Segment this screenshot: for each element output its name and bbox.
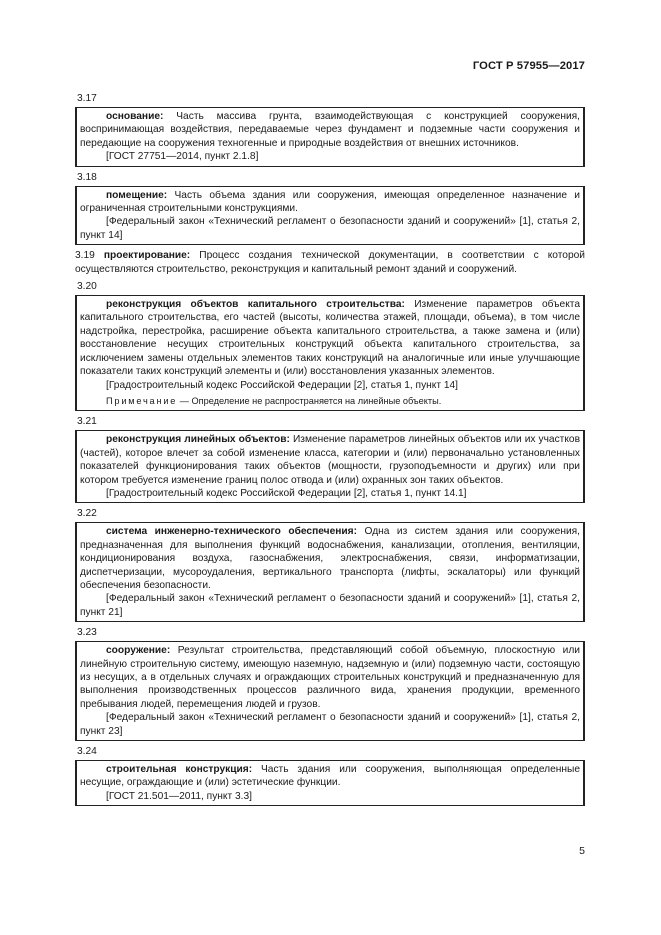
term-entry-sistema-ito <box>75 522 585 622</box>
terms-list <box>75 92 585 810</box>
definition-text: Процесс создания технической документации, в соответствии с которой осуществляются строительство, реконструкция и капитальный ремонт зданий и сооружений. <box>75 250 585 275</box>
term-reference: [ГОСТ 21.501—2011, пункт 3.3] <box>106 790 252 802</box>
term-title: помещение: <box>106 189 168 201</box>
term-reference: [ГОСТ 27751—2014, пункт 2.1.8] <box>106 151 259 163</box>
term-number: 3.21 <box>77 416 97 428</box>
definition-text: Часть массива грунта, взаимодействующая с конструкцией сооружения, воспринимающая воздействия, передаваемые через фундамент и подземные части сооружения и передающие на сооружения техногенные и природные воздействия от внешних источников. <box>80 111 580 149</box>
term-reference: [Федеральный закон «Технический регламент о безопасности зданий и сооружений» [1], статья 2, пункт 21] <box>80 593 580 618</box>
term-number: 3.23 <box>77 627 97 639</box>
note-text: — Определение не распространяется на линейные объекты. <box>177 395 442 406</box>
term-entry-pomeshchenie <box>75 186 585 246</box>
term-title: строительная конструкция: <box>106 764 253 776</box>
note-label: Примечание <box>106 395 178 406</box>
definition-text: Одна из систем здания или сооружения, предназначенная для выполнения функций водоснабжения, канализации, отопления, вентиляции, кондиционирования воздуха, газоснабжения, электроснабжения, связи, информатизации, диспетчеризации, мусороудаления, вертикального транспорта (лифты, эскалаторы) или функций обеспечения безопасности. <box>80 526 581 591</box>
term-entry-stroitelnaya-konstruktsiya <box>75 760 585 806</box>
term-title: реконструкция линейных объектов: <box>106 434 290 446</box>
term-number: 3.20 <box>77 281 97 293</box>
term-reference: [Градостроительный кодекс Российской Федерации [2], статья 1, пункт 14] <box>106 379 459 391</box>
document-code: ГОСТ Р 57955—2017 <box>472 60 585 72</box>
term-reference: [Градостроительный кодекс Российской Федерации [2], статья 1, пункт 14.1] <box>106 487 467 499</box>
definition-text: Результат строительства, представляющий собой объемную, плоскостную или линейную строительную систему, имеющую наземную, надземную и (или) подземную части, состоящую из несущих, а в отдельных случаях и ограждающих строительных конструкций и предназначенную для выполнения производственных процессов различного вида, хранения продукции, временного пребывания людей, перемещения людей и грузов. <box>80 645 580 710</box>
term-entry-proektirovanie <box>75 249 585 276</box>
term-number: 3.22 <box>77 508 97 520</box>
term-definition <box>80 298 580 378</box>
term-definition <box>80 763 580 790</box>
term-title: основание: <box>106 111 164 122</box>
term-definition <box>80 525 580 592</box>
term-number: 3.17 <box>77 93 97 104</box>
term-number: 3.19 <box>75 250 95 262</box>
term-title: реконструкция объектов капитального строительства: <box>106 299 405 311</box>
term-title: система инженерно-технического обеспечения: <box>106 526 357 538</box>
term-entry-rekonstruktsiya-lineynyh <box>75 430 585 503</box>
definition-text: Часть объема здания или сооружения, имеющая определенное назначение и ограниченная строительными конструкциями. <box>80 189 580 215</box>
term-title: проектирование: <box>103 250 191 262</box>
term-definition <box>80 189 580 216</box>
term-definition <box>80 644 580 711</box>
definition-text: Изменение параметров линейных объектов или их участков (частей), которое влечет за собой изменение класса, категории и (или) первоначально установленных показателей функционирования таких объектов (мощности, грузоподъемности и других) или при котором требуется изменение границ полос отвода и (или) охранных зон таких объектов. <box>80 434 580 486</box>
term-definition <box>80 433 580 487</box>
definition-text: Часть здания или сооружения, выполняющая определенные несущие, ограждающие и (или) эстетические функции. <box>80 764 581 789</box>
page-number: 5 <box>579 845 585 857</box>
term-reference: [Федеральный закон «Технический регламент о безопасности зданий и сооружений» [1], статья 2, пункт 23] <box>80 712 580 737</box>
term-reference: [Федеральный закон «Технический регламент о безопасности зданий и сооружений» [1], статья 2, пункт 14] <box>80 216 580 241</box>
term-entry-sooruzhenie <box>75 641 585 741</box>
term-entry-rekonstruktsiya-oks <box>75 295 585 411</box>
term-number: 3.24 <box>77 746 97 758</box>
term-title: сооружение: <box>106 645 171 657</box>
term-note <box>80 395 580 408</box>
term-entry-osnovanie <box>75 107 585 167</box>
term-number: 3.18 <box>77 171 97 183</box>
term-definition <box>80 110 580 150</box>
definition-text: Изменение параметров объекта капитального строительства, его частей (высоты, количества этажей, площади, объема), в том числе надстройка, перестройка, расширение объекта капитального строительства, а также замена и (или) восстановление несущих строительных конструкций объекта капитального строительства, за исключением замены отдельных элементов таких конструкций на аналогичные или иные улучшающие показатели таких конструкций элементы и (или) восстановления указанных элементов. <box>80 299 580 378</box>
